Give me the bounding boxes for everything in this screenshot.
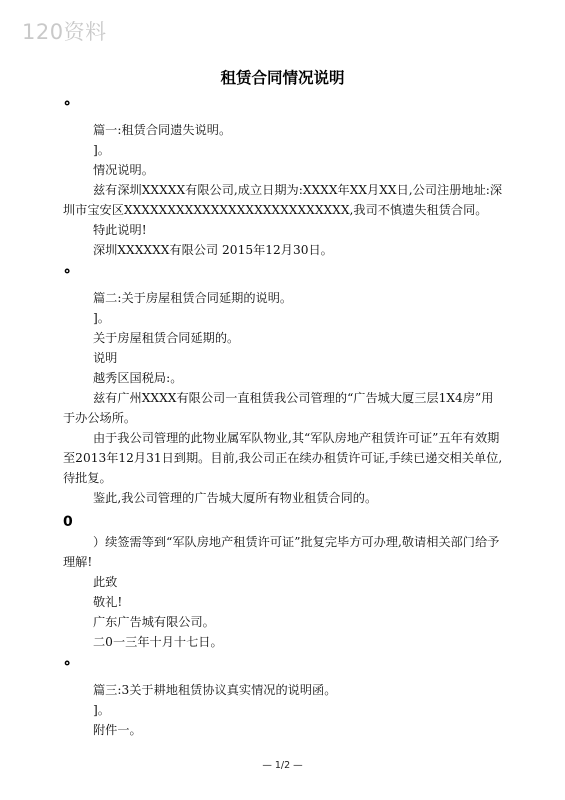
paragraph: 篇一:租赁合同遗失说明。 — [93, 123, 232, 137]
paragraph: 情况说明。 — [93, 163, 154, 177]
section-bullet: ∘ — [63, 261, 72, 280]
paragraph: 鉴此,我公司管理的广告城大厦所有物业租赁合同的。 — [93, 491, 378, 505]
paragraph: 特此说明! — [93, 223, 147, 237]
paragraph: 二0一三年十月十七日。 — [93, 635, 223, 649]
paragraph: 兹有广州XXXX有限公司一直租赁我公司管理的“广告城大厦三层1X4房”用于办公场所。 — [63, 391, 494, 425]
paragraph: 关于房屋租赁合同延期的。 — [93, 331, 240, 345]
paragraph: 兹有深圳XXXXX有限公司,成立日期为:XXXX年XX月XX日,公司注册地址:深圳市宝安区XXXXXXXXXXXXXXXXXXXXXXXXXX,我司不慎遗失租赁合同。 — [63, 183, 503, 217]
paragraph: ）续签需等到“军队房地产租赁许可证”批复完毕方可办理,敬请相关部门给予理解! — [63, 535, 500, 569]
paragraph: 篇三:3关于耕地租赁协议真实情况的说明函。 — [93, 683, 337, 697]
paragraph: 篇二:关于房屋租赁合同延期的说明。 — [93, 291, 293, 305]
page-number: — 1/2 — — [262, 760, 303, 771]
paragraph: 说明 — [93, 351, 118, 365]
section-bullet: 0 — [63, 514, 73, 530]
paragraph: 敬礼! — [93, 595, 123, 609]
paragraph: ]。 — [93, 143, 110, 157]
paragraph: 越秀区国税局:。 — [93, 371, 183, 385]
section-bullet: ∘ — [63, 93, 72, 112]
section-bullet: ∘ — [63, 653, 72, 672]
paragraph: ]。 — [93, 311, 110, 325]
paragraph: 此致 — [93, 575, 118, 589]
page-title: 租赁合同情况说明 — [220, 69, 345, 87]
watermark: 120资料 — [22, 20, 107, 44]
paragraph: 附件一。 — [93, 723, 142, 737]
paragraph: 深圳XXXXXX有限公司 2015年12月30日。 — [93, 243, 333, 257]
paragraph: 由于我公司管理的此物业属军队物业,其“军队房地产租赁许可证”五年有效期至2013年12月31日到期。目前,我公司正在续办租赁许可证,手续已递交相关单位,待批复。 — [63, 431, 503, 485]
paragraph: 广东广告城有限公司。 — [93, 615, 215, 629]
paragraph: ]。 — [93, 703, 110, 717]
document-body — [63, 93, 503, 740]
